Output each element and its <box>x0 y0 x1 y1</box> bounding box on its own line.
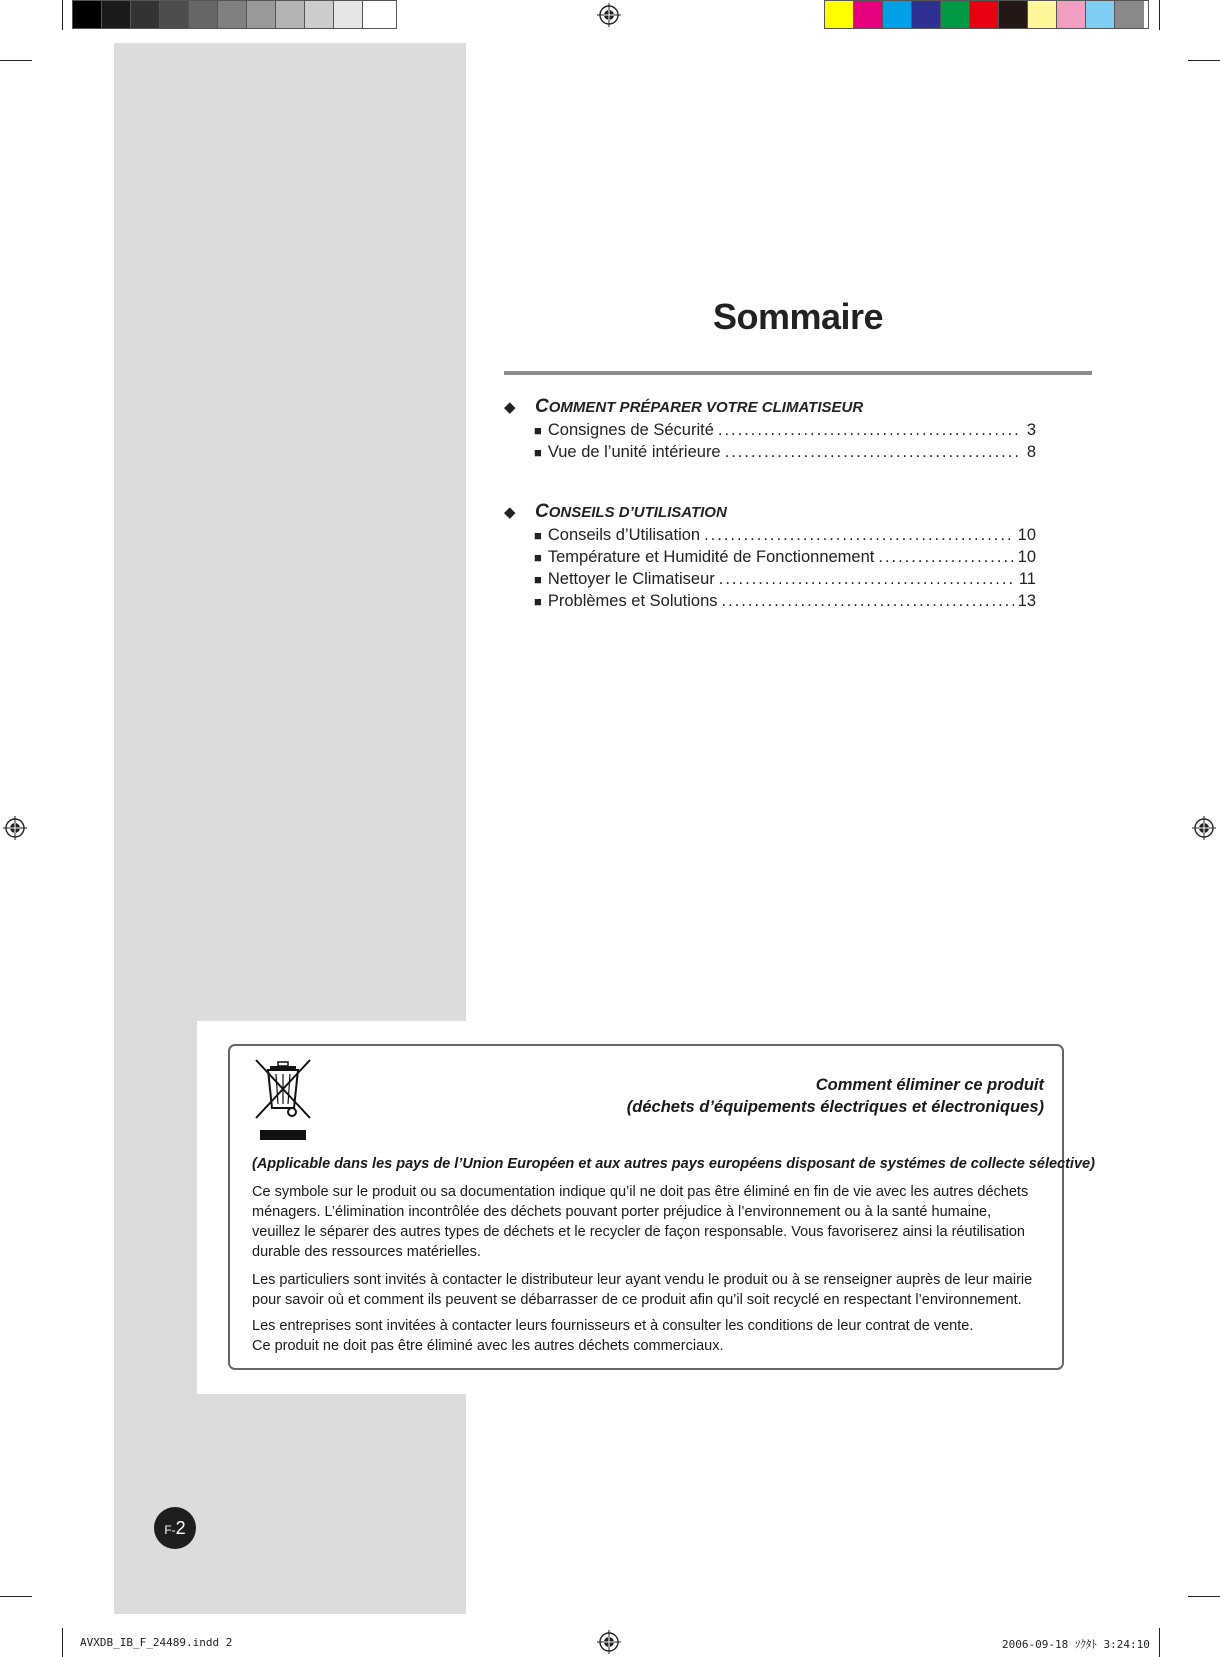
toc-entry[interactable]: ■ Nettoyer le Climatiseur ..... 11 <box>534 570 1036 589</box>
notice-paragraph: Les entreprises sont invitées à contacter leurs fournisseurs et à consulter les conditions de leur contrat de vente. Ce produit ne doit pas être éliminé avec les autres déchets commerciaux. <box>252 1318 974 1354</box>
notice-paragraph: Les particuliers sont invités à contacter le distributeur leur ayant vendu le produit ou à se renseigner auprès de leur mairie pour savoir où et comment ils peuvent se débarrasser de ce produit afin qu’il soit recyclé en respectant l’environnement. <box>252 1272 1033 1308</box>
page-title: Sommaire <box>712 296 884 337</box>
toc-entry[interactable]: ■ Consignes de Sécurité ..... 3 <box>534 421 1036 440</box>
toc-entry[interactable]: ■ Problèmes et Solutions ..... 13 <box>534 592 1036 611</box>
color-swatch <box>363 1 392 28</box>
color-swatch <box>189 1 218 28</box>
print-timestamp: 2006-09-18 ｿｸﾀﾄ 3:24:10 <box>1002 1638 1150 1651</box>
toc-page-number: 11 <box>1018 570 1036 588</box>
applicability-note: (Applicable dans les pays de l’Union Européen et aux autres pays européens disposant de systémes de collecte sélective) <box>252 1156 1095 1172</box>
crop-mark <box>62 0 63 30</box>
grayscale-color-bar <box>72 0 397 29</box>
color-swatch <box>1028 1 1057 28</box>
toc-page-number: 10 <box>1017 548 1036 566</box>
color-swatch <box>276 1 305 28</box>
file-slug: AVXDB_IB_F_24489.indd 2 <box>80 1636 233 1649</box>
toc-page-number: 3 <box>1026 421 1036 439</box>
crop-mark <box>1159 0 1160 30</box>
toc-entry[interactable]: ■ Température et Humidité de Fonctionnement ..... 10 <box>534 548 1036 567</box>
toc-entry[interactable]: ■ Conseils d’Utilisation ..... 10 <box>534 526 1036 545</box>
crop-mark <box>1159 1628 1160 1657</box>
color-swatch <box>131 1 160 28</box>
registration-mark-icon <box>1192 816 1216 840</box>
registration-mark-icon <box>597 3 621 27</box>
crop-mark <box>1188 1596 1220 1597</box>
color-swatch <box>999 1 1028 28</box>
crop-mark <box>0 60 32 61</box>
registration-mark-icon <box>3 816 27 840</box>
diamond-bullet-icon: ◆ <box>504 399 516 416</box>
color-swatch <box>970 1 999 28</box>
registration-mark-icon <box>597 1630 621 1654</box>
crop-mark <box>0 1596 32 1597</box>
notice-heading: Comment éliminer ce produit (déchets d’équipements électriques et électroniques) <box>626 1076 1044 1116</box>
color-swatch <box>883 1 912 28</box>
square-bullet-icon: ■ <box>534 550 542 565</box>
color-swatch <box>305 1 334 28</box>
toc-section-heading: ◆ COMMENT PRÉPARER VOTRE CLIMATISEUR <box>504 396 864 417</box>
color-swatch <box>1086 1 1115 28</box>
page-number-badge: F-2 <box>154 1507 196 1549</box>
color-swatch <box>218 1 247 28</box>
toc-page-number: 10 <box>1017 526 1036 544</box>
color-swatch <box>334 1 363 28</box>
color-swatch <box>825 1 854 28</box>
square-bullet-icon: ■ <box>534 445 542 460</box>
color-swatch <box>1115 1 1144 28</box>
color-swatch <box>1057 1 1086 28</box>
toc-section-heading: ◆ CONSEILS D’UTILISATION <box>504 501 727 522</box>
color-swatch <box>854 1 883 28</box>
toc-entry[interactable]: ■ Vue de l’unité intérieure ..... 8 <box>534 443 1036 462</box>
weee-disposal-notice <box>228 1044 1095 1370</box>
square-bullet-icon: ■ <box>534 423 542 438</box>
notice-paragraph: Ce symbole sur le produit ou sa documentation indique qu’il ne doit pas être éliminé en fin de vie avec les autres déchets ménagers. L’élimination incontrôlée des déchets pouvant porter préjudice à l’environnement ou à la santé humaine, veuillez le séparer des autres types de déchets et le recycler de façon responsable. Vous favoriserez ainsi la réutilisation durable des ressources matérielles. <box>252 1184 1029 1260</box>
square-bullet-icon: ■ <box>534 572 542 587</box>
toc-page-number: 8 <box>1026 443 1036 461</box>
square-bullet-icon: ■ <box>534 528 542 543</box>
color-swatch <box>941 1 970 28</box>
diamond-bullet-icon: ◆ <box>504 504 516 521</box>
crossed-out-wheelie-bin-icon <box>254 1058 312 1142</box>
color-swatch <box>160 1 189 28</box>
crop-mark <box>62 1628 63 1657</box>
color-swatch <box>247 1 276 28</box>
color-swatch <box>102 1 131 28</box>
toc-page-number: 13 <box>1017 592 1036 610</box>
crop-mark <box>1188 60 1220 61</box>
title-rule <box>504 371 1092 375</box>
cmyk-color-bar <box>824 0 1149 29</box>
square-bullet-icon: ■ <box>534 594 542 609</box>
color-swatch <box>73 1 102 28</box>
color-swatch <box>912 1 941 28</box>
